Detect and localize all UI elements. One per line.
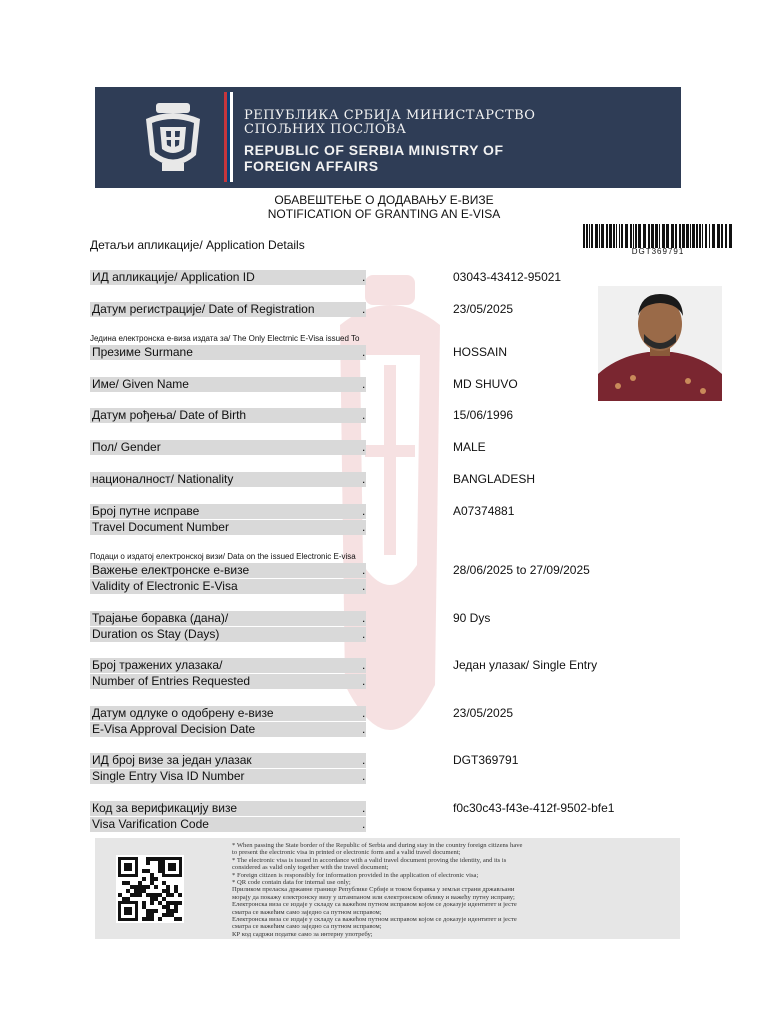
ministry-name-en-line1: REPUBLIC OF SERBIA MINISTRY OF bbox=[244, 142, 504, 158]
validity-value: 28/06/2025 to 27/09/2025 bbox=[453, 563, 590, 577]
visa-id-label-en: Single Entry Visa ID Number bbox=[90, 769, 366, 784]
verification-label-en: Visa Varification Code bbox=[90, 817, 366, 832]
separator-dot: . bbox=[362, 658, 366, 672]
separator-dot: . bbox=[362, 440, 366, 454]
separator-dot: . bbox=[362, 377, 366, 391]
footer-note-line: морају да покажу електронску визу у штампаном или електронском облику и важећу путну исправу; bbox=[232, 893, 515, 901]
duration-value: 90 Dys bbox=[453, 611, 491, 625]
gender-label: Пол/ Gender bbox=[90, 440, 366, 455]
separator-dot: . bbox=[362, 627, 366, 641]
separator-dot: . bbox=[362, 563, 366, 577]
verification-value: f0c30c43-f43e-412f-9502-bfe1 bbox=[453, 801, 615, 815]
footer-note-line: КР код садржи податке само за интерну употребу; bbox=[232, 930, 373, 938]
decision-date-label-en: E-Visa Approval Decision Date bbox=[90, 722, 366, 737]
nationality-label: националност/ Nationality bbox=[90, 472, 366, 487]
verification-label-sr: Код за верификацију визе bbox=[90, 801, 366, 816]
ministry-name-sr-line2: СПОЉНИХ ПОСЛОВА bbox=[244, 122, 407, 137]
document-title-sr: ОБАВЕШТЕЊЕ О ДОДАВАЊУ Е-ВИЗЕ bbox=[274, 193, 494, 207]
separator-dot: . bbox=[362, 674, 366, 688]
note-issued-to: Једина електронска е-виза издата за/ The Only Electrnic E-Visa issued To bbox=[90, 334, 360, 343]
note-visa-data: Подаци о издатој електронској визи/ Data on the issued Electronic E-visa bbox=[90, 552, 356, 561]
duration-label-sr: Трајање боравка (дана)/ bbox=[90, 611, 366, 626]
footer-note-line: * Foreign citizen is responsibly for information provided in the application of electronic visa; bbox=[232, 871, 479, 879]
entries-label-en: Number of Entries Requested bbox=[90, 674, 366, 689]
gender-value: MALE bbox=[453, 440, 486, 454]
footer-notes bbox=[232, 842, 677, 938]
duration-label-en: Duration os Stay (Days) bbox=[90, 627, 366, 642]
section-heading-application: Детаљи апликације/ Application Details bbox=[90, 238, 305, 252]
separator-dot: . bbox=[362, 706, 366, 720]
separator-dot: . bbox=[362, 408, 366, 422]
footer-note-line: considered as valid only together with the travel document; bbox=[232, 864, 389, 872]
application-id-value: 03043-43412-95021 bbox=[453, 270, 562, 284]
travel-doc-value: A07374881 bbox=[453, 504, 515, 518]
given-name-value: MD SHUVO bbox=[453, 377, 518, 391]
ministry-name-sr-line1: РЕПУБЛИКА СРБИЈА МИНИСТАРСТВО bbox=[244, 108, 536, 123]
footer-note-line: * When passing the State border of the Republic of Serbia and during stay in the country foreign citizens have bbox=[232, 842, 523, 849]
footer-note-line: to present the electronic visa in printed or electronic form and a valid travel document; bbox=[232, 849, 461, 857]
separator-dot: . bbox=[362, 302, 366, 316]
surname-value: HOSSAIN bbox=[453, 345, 508, 359]
separator-dot: . bbox=[362, 801, 366, 815]
application-id-label: ИД апликације/ Application ID bbox=[90, 270, 366, 285]
separator-dot: . bbox=[362, 504, 366, 518]
separator-dot: . bbox=[362, 611, 366, 625]
registration-date-value: 23/05/2025 bbox=[453, 302, 514, 316]
entries-label-sr: Број тражених улазака/ bbox=[90, 658, 366, 673]
document-title-en: NOTIFICATION OF GRANTING AN E-VISA bbox=[267, 207, 501, 221]
travel-doc-label-en: Travel Document Number bbox=[90, 520, 366, 535]
footer-note-line: сматра се важећим само заједно са путном исправом; bbox=[232, 923, 382, 931]
serbian-flag-stripe bbox=[224, 92, 234, 182]
registration-date-label: Датум регистрације/ Date of Registration bbox=[90, 302, 366, 317]
separator-dot: . bbox=[362, 769, 366, 783]
serbian-coat-of-arms-icon bbox=[142, 97, 204, 177]
separator-dot: . bbox=[362, 722, 366, 736]
qr-code-icon bbox=[116, 855, 184, 923]
footer-note-line: Приликом преласка државне границе Републике Србије и током боравка у земљи страни држављани bbox=[232, 886, 515, 894]
ministry-name-en-line2: FOREIGN AFFAIRS bbox=[244, 158, 379, 174]
separator-dot: . bbox=[362, 270, 366, 284]
barcode-text: DGT369791 bbox=[631, 247, 685, 256]
applicant-photo bbox=[598, 286, 722, 401]
separator-dot: . bbox=[362, 472, 366, 486]
birth-date-label: Датум рођења/ Date of Birth bbox=[90, 408, 366, 423]
separator-dot: . bbox=[362, 520, 366, 534]
visa-id-label-sr: ИД број визе за један улазак bbox=[90, 753, 366, 768]
decision-date-label-sr: Датум одлуке о одобрену е-визе bbox=[90, 706, 366, 721]
footer-note-line: * QR code contain data for internal use only; bbox=[232, 879, 351, 887]
entries-value: Један улазак/ Single Entry bbox=[453, 658, 598, 672]
birth-date-value: 15/06/1996 bbox=[453, 408, 514, 422]
travel-doc-label-sr: Број путне исправе bbox=[90, 504, 366, 519]
nationality-value: BANGLADESH bbox=[453, 472, 536, 486]
validity-label-sr: Важење електронске е-визе bbox=[90, 563, 366, 578]
decision-date-value: 23/05/2025 bbox=[453, 706, 514, 720]
barcode-icon bbox=[583, 224, 733, 248]
footer-note-line: * The electronic visa is issued in accordance with a valid travel document proving the identity, and its is bbox=[232, 856, 507, 864]
surname-label: Презиме Surmane bbox=[90, 345, 366, 360]
separator-dot: . bbox=[362, 579, 366, 593]
footer-note-line: Електронска виза се издаје у складу са важећом путном исправом којом се доказује идентитет и јесте bbox=[232, 916, 517, 924]
footer-note-line: Електронска виза се издаје у складу са важећом путном исправом којом се доказује идентитет и јесте bbox=[232, 901, 517, 909]
separator-dot: . bbox=[362, 753, 366, 767]
validity-label-en: Validity of Electronic E-Visa bbox=[90, 579, 366, 594]
separator-dot: . bbox=[362, 345, 366, 359]
given-name-label: Име/ Given Name bbox=[90, 377, 366, 392]
visa-id-value: DGT369791 bbox=[453, 753, 519, 767]
separator-dot: . bbox=[362, 817, 366, 831]
footer-note-line: сматра се важећим само заједно са путном исправом; bbox=[232, 908, 382, 916]
